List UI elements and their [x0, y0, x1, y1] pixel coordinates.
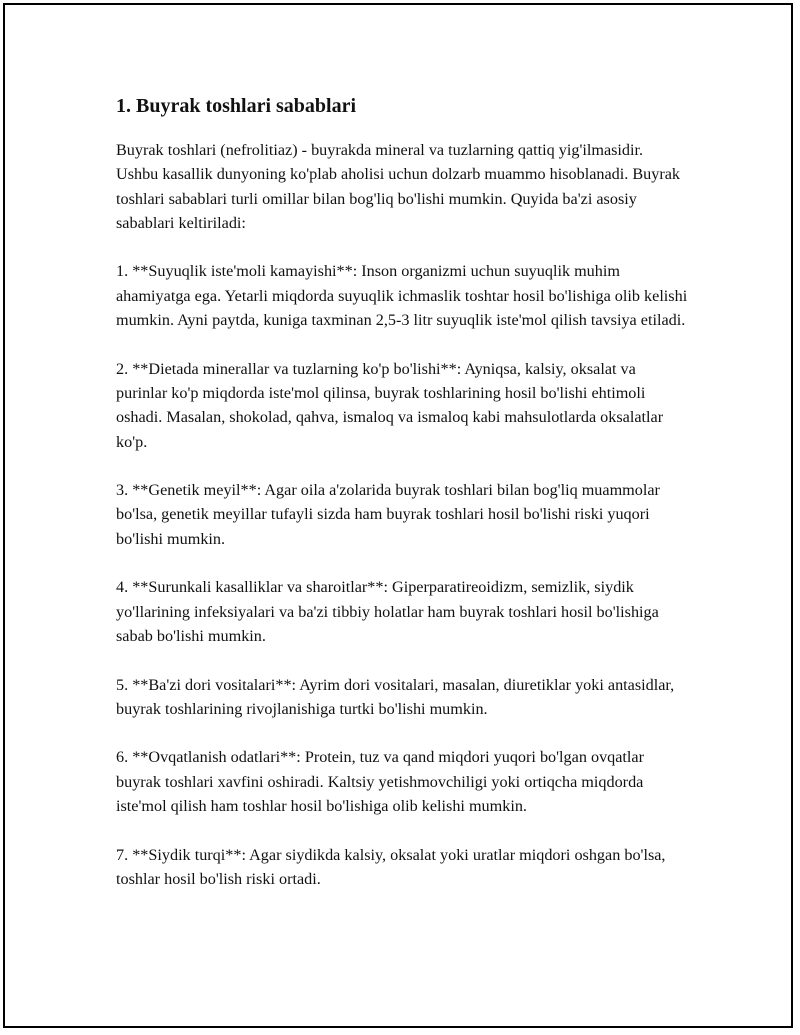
cause-item-7: 7. **Siydik turqi**: Agar siydikda kalsiy, oksalat yoki uratlar miqdori oshgan bo'lsa, toshlar hosil bo'lish riski ortadi. — [116, 845, 666, 888]
cause-item-1: 1. **Suyuqlik iste'moli kamayishi**: Inson organizmi uchun suyuqlik muhim ahamiyatga ega. Yetarli miqdorda suyuqlik ichmaslik toshtar hosil bo'lishiga olib kelishi mumkin. Ayni paytda, kuniga taxminan 2,5-3 litr suyuqlik iste'mol qilish tavsiya etiladi. — [116, 262, 688, 330]
document-body — [116, 92, 688, 916]
cause-item-4: 4. **Surunkali kasalliklar va sharoitlar**: Giperparatireoidizm, semizlik, siydik yo'llarining infeksiyalari va ba'zi tibbiy holatlar ham buyrak toshlari hosil bo'lishiga sabab bo'lishi mumkin. — [116, 578, 659, 645]
cause-item-2: 2. **Dietada minerallar va tuzlarning ko'p bo'lishi**: Ayniqsa, kalsiy, oksalat va purinlar ko'p miqdorda iste'mol qilinsa, buyrak toshlarining hosil bo'lishi ehtimoli oshadi. Masalan, shokolad, qahva, ismaloq va ismaloq kabi mahsulotlarda oksalatlar ko'p. — [116, 359, 664, 451]
cause-item-6: 6. **Ovqatlanish odatlari**: Protein, tuz va qand miqdori yuqori bo'lgan ovqatlar buyrak toshlari xavfini oshiradi. Kaltsiy yetishmovchiligi yoki ortiqcha miqdorda iste'mol qilish ham toshlar hosil bo'lishiga olib kelishi mumkin. — [116, 748, 645, 816]
section-heading: 1. Buyrak toshlari sabablari — [116, 95, 357, 117]
intro-paragraph: Buyrak toshlari (nefrolitiaz) - buyrakda mineral va tuzlarning qattiq yig'ilmasidir. Ushbu kasallik dunyoning ko'plab aholisi uchun dolzarb muammo hisoblanadi. Buyrak toshlari sabablari turli omillar bilan bog'liq bo'lishi mumkin. Quyida ba'zi asosiy sabablari keltiriladi: — [116, 141, 681, 232]
cause-item-5: 5. **Ba'zi dori vositalari**: Ayrim dori vositalari, masalan, diuretiklar yoki antasidlar, buyrak toshlarining rivojlanishiga turtki bo'lishi mumkin. — [116, 675, 675, 718]
cause-item-3: 3. **Genetik meyil**: Agar oila a'zolarida buyrak toshlari bilan bog'liq muammolar bo'lsa, genetik meyillar tufayli sizda ham buyrak toshlari hosil bo'lishi riski yuqori bo'lishi mumkin. — [116, 481, 660, 548]
